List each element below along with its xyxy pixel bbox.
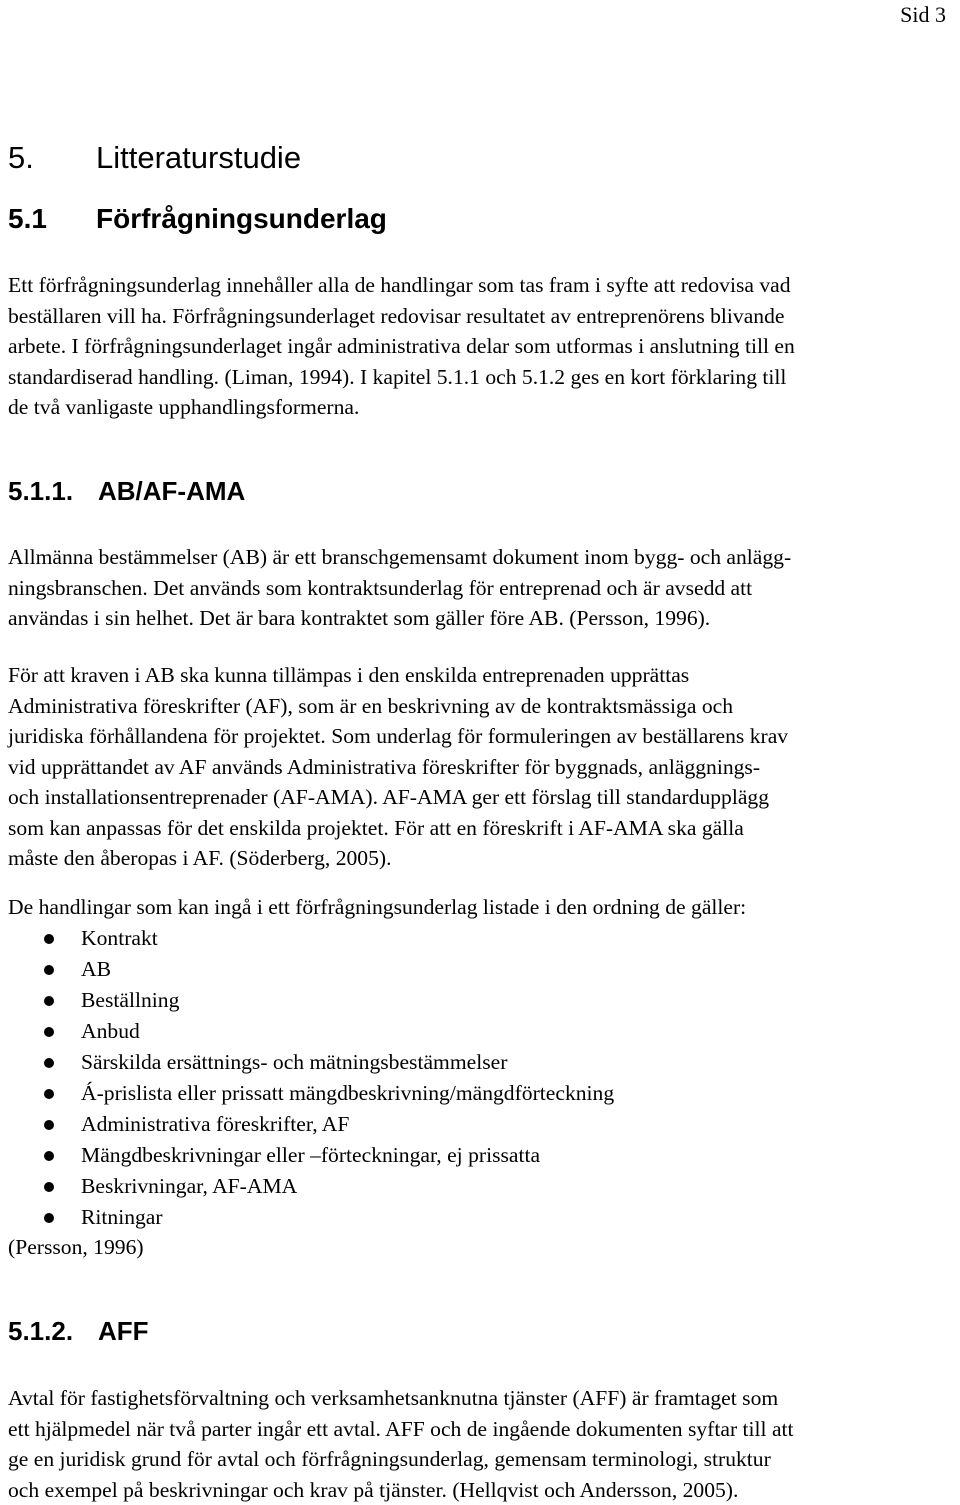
bullet-icon	[44, 1058, 54, 1068]
section-title: Förfrågningsunderlag	[96, 203, 387, 234]
subsection-heading-aff	[8, 1316, 149, 1347]
aff-line: ge en juridisk grund för avtal och förfrågningsunderlag, gemensam terminologi, struktur	[8, 1444, 948, 1475]
bullet-icon	[44, 996, 54, 1006]
bullet-icon	[44, 934, 54, 944]
list-intro	[8, 892, 948, 923]
ab-line: användas i sin helhet. Det är bara kontraktet som gäller före AB. (Persson, 1996).	[8, 603, 948, 634]
intro-line: Ett förfrågningsunderlag innehåller alla de handlingar som tas fram i syfte att redovisa vad	[8, 270, 948, 301]
list-source	[8, 1232, 948, 1263]
list-item	[8, 954, 614, 985]
list-source-text: (Persson, 1996)	[8, 1232, 948, 1263]
subsection-number: 5.1.1.	[8, 476, 98, 507]
aff-line: och exempel på beskrivningar och krav på tjänster. (Hellqvist och Andersson, 2005).	[8, 1475, 948, 1505]
list-item	[8, 1202, 614, 1233]
af-line: och installationsentreprenader (AF-AMA). AF-AMA ger ett förslag till standardupplägg	[8, 782, 948, 813]
af-line: som kan anpassas för det enskilda projektet. För att en föreskrift i AF-AMA ska gälla	[8, 813, 948, 844]
af-line: Administrativa föreskrifter (AF), som är en beskrivning av de kontraktsmässiga och	[8, 691, 948, 722]
chapter-title: Litteraturstudie	[96, 140, 301, 175]
list-item-text: Särskilda ersättnings- och mätningsbestämmelser	[81, 1050, 507, 1074]
intro-line: de två vanligaste upphandlingsformerna.	[8, 392, 948, 423]
bullet-icon	[44, 1182, 54, 1192]
list-item-text: Beskrivningar, AF-AMA	[81, 1174, 297, 1198]
list-item-text: Mängdbeskrivningar eller –förteckningar, ej prissatta	[81, 1143, 540, 1167]
list-item	[8, 1016, 614, 1047]
af-line: juridiska förhållandena för projektet. Som underlag för formuleringen av beställarens krav	[8, 721, 948, 752]
bullet-icon	[44, 1089, 54, 1099]
chapter-heading	[8, 140, 301, 176]
intro-paragraph	[8, 270, 948, 423]
subsection-number: 5.1.2.	[8, 1316, 98, 1347]
intro-line: beställaren vill ha. Förfrågningsunderlaget redovisar resultatet av entreprenörens blivande	[8, 301, 948, 332]
section-heading	[8, 203, 387, 235]
list-intro-text: De handlingar som kan ingå i ett förfrågningsunderlag listade i den ordning de gäller:	[8, 892, 948, 923]
bullet-icon	[44, 1027, 54, 1037]
subsection-heading-ab-af-ama	[8, 476, 245, 507]
list-item-text: Administrativa föreskrifter, AF	[81, 1112, 349, 1136]
bullet-icon	[44, 1213, 54, 1223]
list-item	[8, 1109, 614, 1140]
ab-paragraph	[8, 542, 948, 634]
list-item-text: Anbud	[81, 1019, 140, 1043]
list-item-text: Kontrakt	[81, 926, 158, 950]
aff-paragraph	[8, 1383, 948, 1505]
af-line: För att kraven i AB ska kunna tillämpas i den enskilda entreprenaden upprättas	[8, 660, 948, 691]
list-item	[8, 1047, 614, 1078]
list-item	[8, 923, 614, 954]
bullet-icon	[44, 965, 54, 975]
list-item-text: AB	[81, 957, 111, 981]
chapter-number: 5.	[8, 140, 96, 176]
page-number: Sid 3	[900, 2, 946, 28]
af-paragraph	[8, 660, 948, 874]
bullet-icon	[44, 1120, 54, 1130]
list-item-text: Beställning	[81, 988, 179, 1012]
af-line: måste den åberopas i AF. (Söderberg, 2005).	[8, 843, 948, 874]
list-item	[8, 1078, 614, 1109]
documents-list	[8, 923, 614, 1233]
ab-line: ningsbranschen. Det används som kontraktsunderlag för entreprenad och är avsedd att	[8, 573, 948, 604]
list-item	[8, 1140, 614, 1171]
list-item	[8, 985, 614, 1016]
ab-line: Allmänna bestämmelser (AB) är ett branschgemensamt dokument inom bygg- och anlägg-	[8, 542, 948, 573]
list-item-text: Ritningar	[81, 1205, 163, 1229]
intro-line: standardiserad handling. (Liman, 1994). I kapitel 5.1.1 och 5.1.2 ges en kort förklaring till	[8, 362, 948, 393]
list-item-text: Á-prislista eller prissatt mängdbeskrivning/mängdförteckning	[81, 1081, 614, 1105]
bullet-icon	[44, 1151, 54, 1161]
subsection-title: AB/AF-AMA	[98, 476, 245, 506]
aff-line: Avtal för fastighetsförvaltning och verksamhetsanknutna tjänster (AFF) är framtaget som	[8, 1383, 948, 1414]
section-number: 5.1	[8, 203, 96, 235]
intro-line: arbete. I förfrågningsunderlaget ingår administrativa delar som utformas i anslutning till en	[8, 331, 948, 362]
af-line: vid upprättandet av AF används Administrativa föreskrifter för byggnads, anläggnings-	[8, 752, 948, 783]
list-item	[8, 1171, 614, 1202]
aff-line: ett hjälpmedel när två parter ingår ett avtal. AFF och de ingående dokumenten syftar till att	[8, 1414, 948, 1445]
subsection-title: AFF	[98, 1316, 149, 1346]
